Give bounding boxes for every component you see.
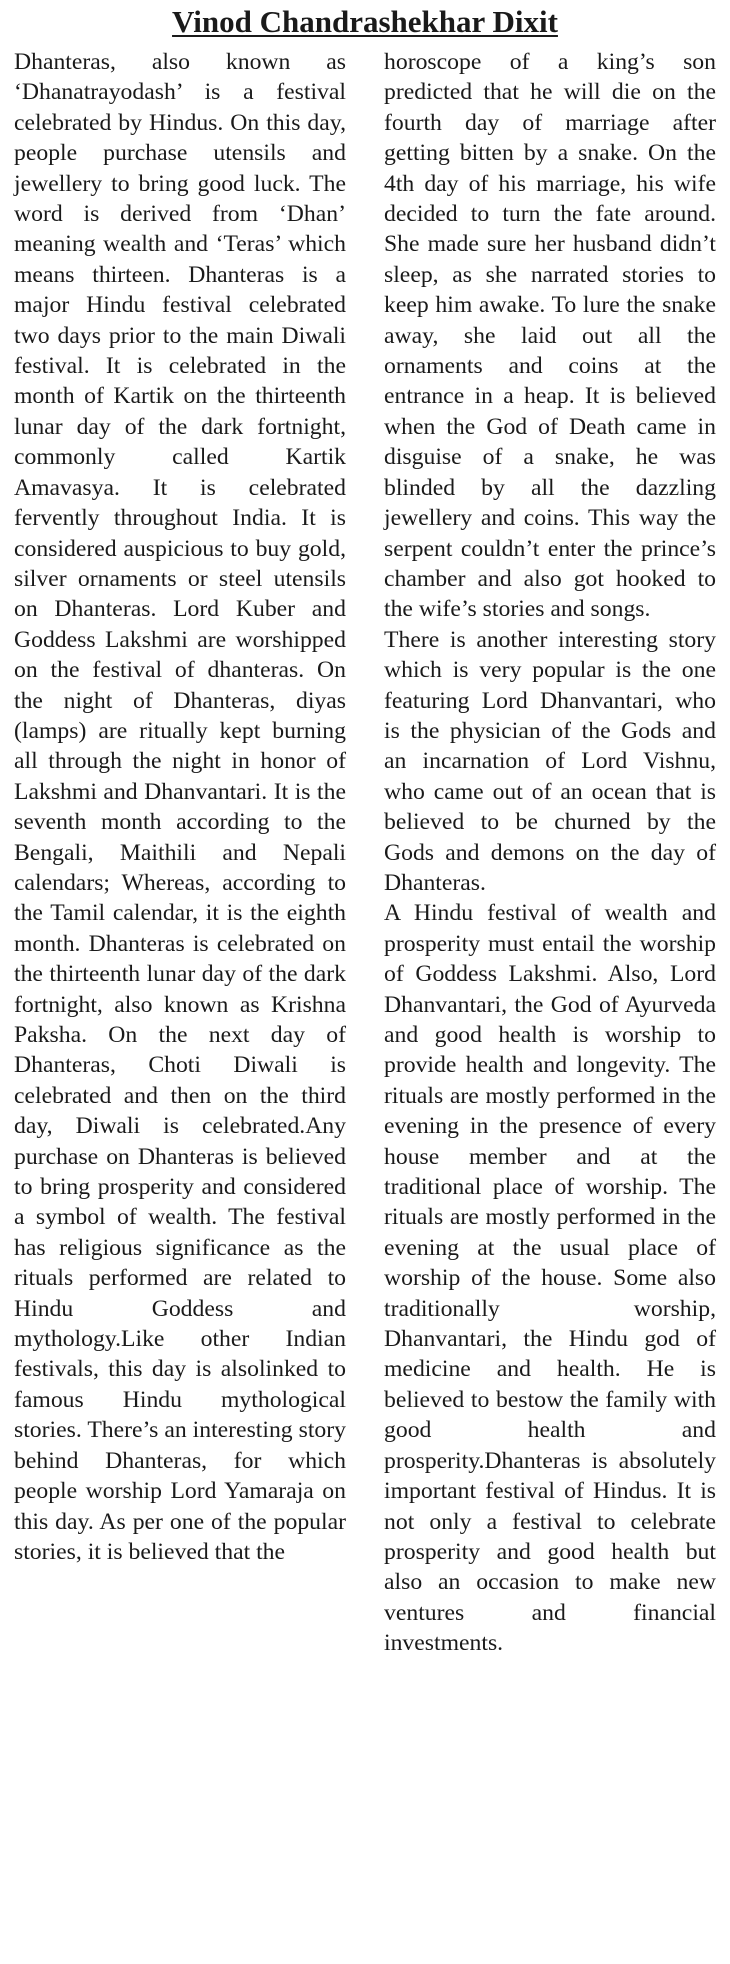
right-paragraph-3: A Hindu festival of wealth and prosperity must entail the worship of Goddess Lakshmi. Also, Lord Dhanvantari, the God of Ayurveda and good health is worship to provide health and longevity. The rituals are mostly performed in the evening in the presence of every house member and at the traditional place of worship. The rituals are mostly performed in the evening at the usual place of worship of the house. Some also traditionally worship, Dhanvantari, the Hindu god of medicine and health. He is believed to bestow the family with good health and prosperity.Dhanteras is absolutely important festival of Hindus. It is not only a festival to celebrate prosperity and good health but also an occasion to make new ventures and financial investments. <box>384 900 716 1657</box>
right-paragraph-1: horoscope of a king’s son predicted that he will die on the fourth day of marriage after getting bitten by a snake. On the 4th day of his marriage, his wife decided to turn the fate around. She made sure her husband didn’t sleep, as she narrated stories to keep him awake. To lure the snake away, she laid out all the ornaments and coins at the entrance in a heap. It is believed when the God of Death came in disguise of a snake, he was blinded by all the dazzling jewellery and coins. This way the serpent couldn’t enter the prince’s chamber and also got hooked to the wife’s stories and songs. <box>384 49 716 623</box>
author-byline <box>0 4 730 40</box>
right-paragraph-2: There is another interesting story which is very popular is the one featuring Lord Dhanvantari, who is the physician of the Gods and an incarnation of Lord Vishnu, who came out of an ocean that is believed to be churned by the Gods and demons on the day of Dhanteras. <box>384 626 716 896</box>
left-column <box>14 47 346 1567</box>
right-column <box>384 47 716 1659</box>
author-name: Vinod Chandrashekhar Dixit <box>172 4 558 39</box>
left-paragraph-1: Dhanteras, also known as ‘Dhanatrayodash’ is a festival celebrated by Hindus. On this day, people purchase utensils and jewellery to bring good luck. The word is derived from ‘Dhan’ meaning wealth and ‘Teras’ which means thirteen. Dhanteras is a major Hindu festival celebrated two days prior to the main Diwali festival. It is celebrated in the month of Kartik on the thirteenth lunar day of the dark fortnight, commonly called Kartik Amavasya. It is celebrated fervently throughout India. It is considered auspicious to buy gold, silver ornaments or steel utensils on Dhanteras. Lord Kuber and Goddess Lakshmi are worshipped on the festival of dhanteras. On the night of Dhanteras, diyas (lamps) are ritually kept burning all through the night in honor of Lakshmi and Dhanvantari. It is the seventh month according to the Bengali, Maithili and Nepali calendars; Whereas, according to the Tamil calendar, it is the eighth month. Dhanteras is celebrated on the thirteenth lunar day of the dark fortnight, also known as Krishna Paksha. On the next day of Dhanteras, Choti Diwali is celebrated and then on the third day, Diwali is celebrated.Any purchase on Dhanteras is believed to bring prosperity and considered a symbol of wealth. The festival has religious significance as the rituals performed are related to Hindu Goddess and mythology.Like other Indian festivals, this day is alsolinked to famous Hindu mythological stories. There’s an interesting story behind Dhanteras, for which people worship Lord Yamaraja on this day. As per one of the popular stories, it is believed that the <box>14 49 346 1565</box>
